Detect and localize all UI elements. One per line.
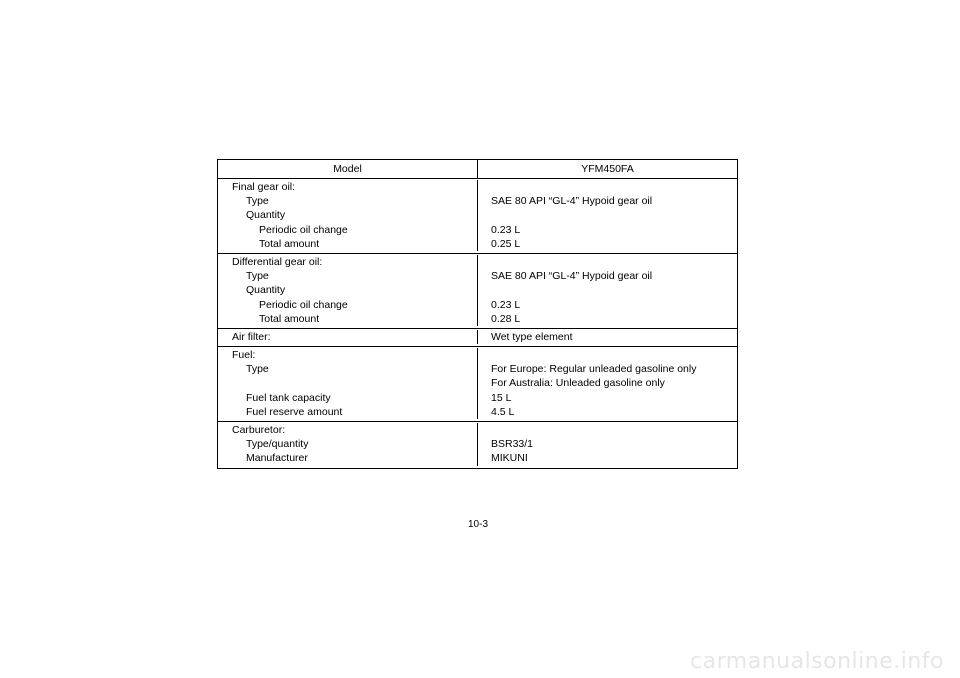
spec-label: Final gear oil:: [218, 180, 478, 194]
table-row: [218, 330, 737, 344]
spec-value: 0.23 L: [491, 223, 521, 236]
watermark: carmanualsonline.info: [690, 649, 944, 674]
spec-label: Type: [218, 269, 478, 283]
table-row: [218, 255, 737, 269]
spec-table: [217, 159, 738, 469]
table-row: [218, 437, 737, 451]
table-row: [218, 348, 737, 362]
spec-label: Quantity: [218, 208, 478, 222]
spec-value: [478, 283, 737, 297]
table-section: [218, 422, 737, 468]
spec-label: Differential gear oil:: [218, 255, 478, 269]
table-header: [218, 160, 737, 179]
table-row: [218, 391, 737, 405]
spec-value: For Europe: Regular unleaded gasoline only: [491, 363, 697, 376]
header-model-label: Model: [218, 160, 478, 178]
header-model-value: YFM450FA: [581, 163, 634, 175]
spec-value: MIKUNI: [491, 452, 528, 465]
table-row: [218, 376, 737, 390]
spec-label: Total amount: [218, 237, 478, 251]
table-row: [218, 194, 737, 208]
spec-value: SAE 80 API “GL-4” Hypoid gear oil: [491, 195, 653, 208]
table-row: [218, 298, 737, 312]
spec-value: [478, 423, 737, 437]
table-row: [218, 180, 737, 194]
spec-value: 0.23 L: [491, 298, 521, 311]
spec-label: Periodic oil change: [218, 223, 478, 237]
table-body: [218, 179, 737, 468]
table-row: [218, 237, 737, 251]
spec-label: Type/quantity: [218, 437, 478, 451]
table-row: [218, 405, 737, 419]
spec-value: 0.28 L: [491, 312, 521, 325]
table-row: [218, 283, 737, 297]
spec-value: 0.25 L: [491, 237, 521, 250]
spec-value: 4.5 L: [491, 405, 515, 418]
spec-value: [478, 255, 737, 269]
table-row: [218, 362, 737, 376]
spec-value: Wet type element: [491, 330, 573, 343]
table-row: [218, 451, 737, 465]
spec-label: Type: [218, 194, 478, 208]
table-row: [218, 423, 737, 437]
spec-label: Carburetor:: [218, 423, 478, 437]
spec-value: [478, 180, 737, 194]
table-section: [218, 329, 737, 347]
spec-value: SAE 80 API “GL-4” Hypoid gear oil: [491, 270, 653, 283]
spec-value: [478, 348, 737, 362]
spec-label: Air filter:: [218, 330, 478, 344]
spec-label: Quantity: [218, 283, 478, 297]
table-section: [218, 254, 737, 329]
spec-label: Manufacturer: [218, 451, 478, 465]
spec-value: 15 L: [491, 391, 512, 404]
spec-label: Periodic oil change: [218, 298, 478, 312]
spec-label: [218, 376, 478, 390]
page-number: 10-3: [467, 519, 488, 530]
table-section: [218, 347, 737, 422]
table-section: [218, 179, 737, 254]
spec-label: Total amount: [218, 312, 478, 326]
table-row: [218, 312, 737, 326]
spec-label: Fuel tank capacity: [218, 391, 478, 405]
table-row: [218, 208, 737, 222]
table-row: [218, 223, 737, 237]
spec-label: Fuel:: [218, 348, 478, 362]
spec-value: BSR33/1: [491, 438, 534, 451]
table-row: [218, 269, 737, 283]
spec-label: Type: [218, 362, 478, 376]
spec-value: [478, 208, 737, 222]
spec-value: For Australia: Unleaded gasoline only: [491, 377, 665, 390]
spec-label: Fuel reserve amount: [218, 405, 478, 419]
